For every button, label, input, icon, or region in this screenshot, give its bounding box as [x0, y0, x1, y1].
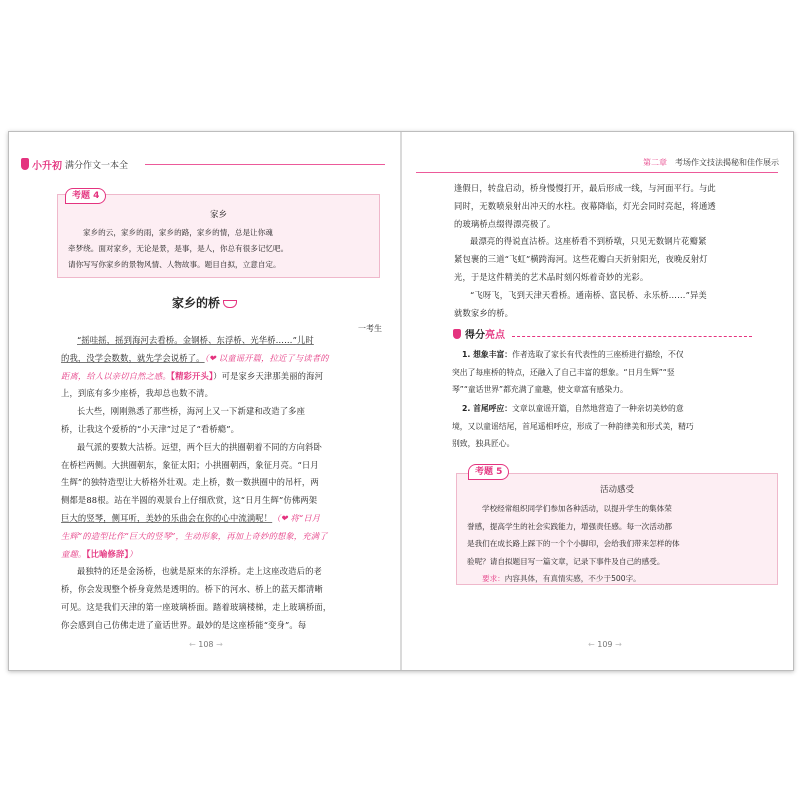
essay-title: [9, 294, 400, 311]
highlight-label: 1. 想象丰富：: [462, 350, 513, 359]
page-number: ← 108 →: [189, 640, 223, 649]
topic-box: [57, 194, 380, 278]
text-line: 同时，无数喷泉射出冲天的水柱。夜幕降临，灯光会同时亮起，将通透: [454, 200, 716, 211]
topic-tag: 考题 5: [468, 464, 509, 480]
comment-note: ）: [128, 548, 138, 559]
highlight-line: 别致，独具匠心。: [452, 439, 515, 448]
highlight-line: 琴”“童话世界”都充满了童趣，使文章富有感染力。: [452, 385, 628, 394]
page-number-text: 109: [597, 640, 613, 649]
essay-text: [61, 332, 331, 635]
topic-line: 牵梦绕。面对家乡，无论是景，是事，是人，你总有很多记忆吧。: [68, 244, 289, 253]
text-line: 桥，你会发现整个桥身竟然是透明的。桥下的河水、桥上的蓝天都清晰: [61, 584, 323, 595]
comment-note: 生辉”的造型比作“巨大的竖琴”，生动形象，再加上奇妙的想象，充满了: [61, 530, 328, 541]
book-spread: [8, 131, 794, 671]
comment-tag: 【比喻修辞】: [86, 548, 129, 559]
topic-title: 活动感受: [599, 485, 634, 495]
highlights-rule: [512, 336, 752, 337]
header-rule: [145, 164, 385, 165]
pen-icon: [21, 158, 29, 170]
text-line: 生辉”的独特造型让大桥格外壮观。走上桥，数一数拱圈中的吊杆，两: [61, 477, 319, 488]
text-line: 可见。这是我们天津的第一座玻璃桥面。踏着玻璃楼梯，走上玻璃桥面，: [61, 601, 332, 612]
topic-line: 家乡的云，家乡的雨，家乡的路，家乡的情，总是让你魂: [83, 228, 273, 237]
text-line: 的玻璃桥点缀得漂亮极了。: [454, 218, 556, 229]
highlights-heading: [453, 326, 505, 341]
pen-icon: [453, 329, 461, 339]
highlight-line: 境，又以童谣结尾，首尾遥相呼应，形成了一种韵律美和形式美，精巧: [452, 421, 694, 431]
book-logo: 小升初: [32, 160, 62, 172]
text-line: 紧包裹的三道“飞虹”横跨海河。这些花瓣白天折射阳光，夜晚反射灯: [454, 254, 708, 265]
highlight-line: 突出了每座桥的特点，还融入了自己丰富的想象。“日月生辉”“竖: [452, 367, 675, 377]
highlight-line: 文章以童谣开篇，自然地营造了一种亲切美妙的意: [512, 404, 684, 413]
text-line: “飞呀飞，飞到天津天看桥。通南桥、富民桥、永乐桥……”异美: [470, 289, 707, 300]
highlights-title-b: 亮点: [485, 330, 505, 341]
topic-body: [68, 225, 371, 273]
page-number: ← 109 →: [588, 640, 622, 649]
topic-line: 学校经常组织同学们参加各种活动，以提升学生的集体荣: [482, 504, 672, 513]
text-line: “摇哇摇，摇到海河去看桥。金钢桥、东浮桥、光华桥……”儿时: [77, 335, 314, 345]
text-line: 上，到底有多少座桥，我却总也数不清。: [61, 388, 214, 399]
crown-icon: [223, 300, 237, 308]
topic-line: 请你写写你家乡的景物风情、人物故事。题目自拟，立意自定。: [68, 260, 281, 269]
comment-note: （❤ 将“日月: [272, 512, 321, 523]
text-line: 长大些，刚刚熟悉了那些桥，海河上又一下新建和改造了多座: [77, 406, 306, 417]
highlight-label: 2. 首尾呼应：: [462, 404, 513, 413]
text-line: 桥，让我这个爱桥的“小天津”过足了“看桥瘾”。: [61, 423, 240, 434]
text-line: 最独特的还是金汤桥，也就是原来的东浮桥。走上这座改造后的老: [77, 566, 322, 577]
topic-box: [456, 473, 778, 585]
text-line: 逢假日，转盘启动，桥身慢慢打开，最后形成一线，与河面平行。与此: [454, 183, 716, 193]
text-line: 侧都是88根。站在半圆的观景台上仔细欣赏，这“日月生辉”仿佛两架: [61, 495, 318, 506]
topic-tag: 考题 4: [65, 188, 106, 204]
topic-body: [467, 500, 769, 588]
header-rule: [416, 172, 778, 173]
essay-author: 一考生: [358, 324, 382, 333]
text-line: 光，于是这件精美的艺术品时刻闪烁着奇妙的光彩。: [454, 271, 649, 282]
text-line: 巨大的竖琴，侧耳听，美妙的乐曲会在你的心中流淌呢！: [61, 512, 273, 523]
topic-title: 家乡: [209, 210, 227, 220]
chapter-label: 第二章: [643, 158, 667, 167]
highlight-item: [452, 400, 782, 453]
text-line: 就数家乡的桥。: [454, 307, 514, 318]
topic-line: 验呢？请自拟题目写一篇文章，记录下事件及自己的感受。: [467, 556, 665, 566]
page-number-text: 108: [198, 640, 214, 649]
text-line: 最漂亮的得说直沽桥。这座桥看不到桥墩，只见无数钢片花瓣紧: [470, 236, 707, 247]
book-series-title: 满分作文一本全: [65, 160, 129, 171]
comment-note: 童趣。: [61, 548, 87, 559]
text-line: ）可是家乡天津那美丽的海河: [213, 370, 324, 381]
requirement-text: 内容具体，有真情实感，不少于500字。: [504, 574, 641, 583]
left-page: [9, 132, 400, 670]
highlight-item: [452, 346, 782, 399]
essay-title-text: 家乡的桥: [171, 296, 220, 310]
text-line: 的我，没学会数数，就先学会说桥了。: [61, 352, 205, 363]
comment-tag: 【精彩开头】: [170, 370, 214, 381]
text-line: 在桥栏两侧。大拱圈朝东，象征太阳；小拱圈朝西，象征月亮。“日月: [61, 459, 319, 470]
right-page: [402, 132, 793, 670]
requirement-label: 要求：: [482, 574, 505, 583]
chapter-title: 考场作文技法揭秘和佳作展示: [675, 158, 779, 167]
right-header: [643, 157, 779, 168]
essay-continued: [454, 180, 716, 322]
comment-note: 距离，给人以亲切自然之感。: [61, 370, 171, 381]
text-line: 最气派的要数大沽桥。远望，两个巨大的拱圈朝着不同的方向斜卧: [77, 441, 322, 452]
topic-line: 是我们在成长路上踩下的一个个小脚印，会给我们带来怎样的体: [467, 539, 680, 548]
text-line: 你会感到自己仿佛走进了童话世界。最妙的是这座桥能“变身”。每: [61, 619, 307, 630]
comment-note: （❤ 以童谣开篇，拉近了与读者的: [204, 352, 329, 363]
highlights-title-a: 得分: [465, 330, 485, 341]
topic-line: 誉感，提高学生的社会实践能力，增强责任感。每一次活动都: [467, 521, 673, 531]
highlight-line: 作者选取了家长有代表性的三座桥进行描绘，不仅: [512, 350, 684, 359]
left-header: [21, 156, 128, 172]
